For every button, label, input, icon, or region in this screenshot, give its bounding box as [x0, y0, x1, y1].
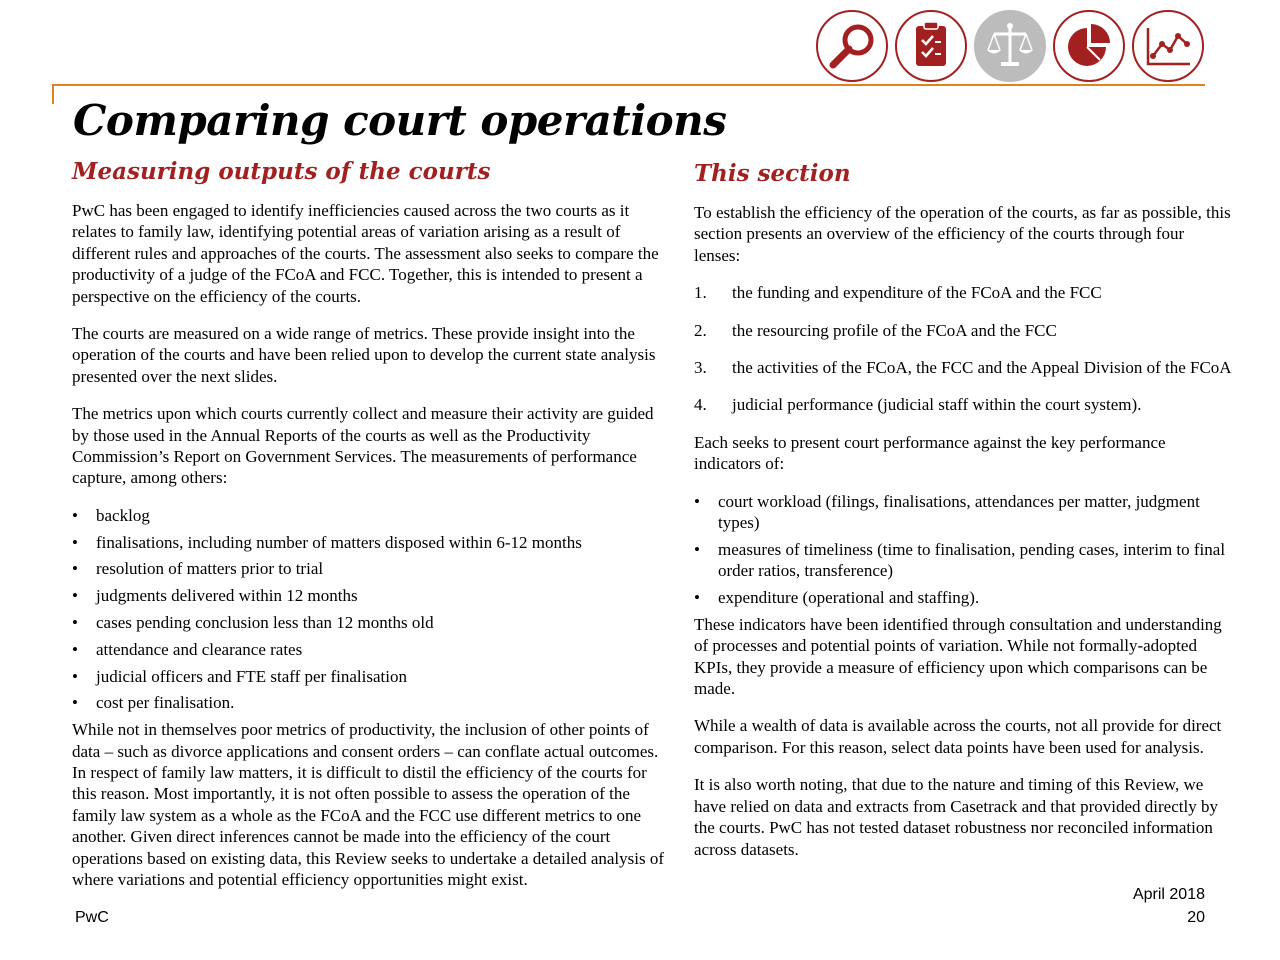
right-paragraph-5: It is also worth noting, that due to the nature and timing of this Review, we have relied on data and extracts from Casetrack and that provided directly by the courts. PwC has not tested dataset robustness nor reconciled information across datasets.	[694, 775, 1218, 859]
list-item: • judicial officers and FTE staff per finalisation	[72, 666, 672, 687]
list-item: • expenditure (operational and staffing).	[694, 587, 1234, 608]
left-paragraph-2: The courts are measured on a wide range of metrics. These provide insight into the operation of the courts and have been relied upon to develop the current state analysis presented over the next slides.	[72, 324, 656, 386]
header-rule-corner	[52, 84, 54, 104]
right-heading: This section	[694, 160, 851, 187]
list-item: • backlog	[72, 505, 672, 526]
list-item: • resolution of matters prior to trial	[72, 558, 672, 579]
right-paragraph-1: To establish the efficiency of the operation of the courts, as far as possible, this section presents an overview of the efficiency of the courts through four lenses:	[694, 203, 1231, 265]
left-paragraph-1: PwC has been engaged to identify inefficiencies caused across the two courts as it relates to family law, identifying potential areas of variation arising as a result of different rules and approaches of the courts. The assessment also seeks to compare the productivity of a judge of the FCoA and FCC. Together, this is intended to present a perspective on the efficiency of the courts.	[72, 201, 659, 306]
left-column	[72, 158, 672, 907]
list-item: • judgments delivered within 12 months	[72, 585, 672, 606]
list-item	[694, 357, 1234, 378]
list-item: • attendance and clearance rates	[72, 639, 672, 660]
page-number: 20	[1187, 909, 1205, 926]
left-paragraph-4: While not in themselves poor metrics of productivity, the inclusion of other points of data – such as divorce applications and consent orders – can conflate actual outcomes. In respect of family law matters, it is difficult to distil the efficiency of the courts for this reason. Most importantly, it is not often possible to assess the operation of the family law system as a whole as the FCoA and the FCC use different metrics to one another. Given direct inferences cannot be made into the efficiency of the court operations based on existing data, this Review seeks to undertake a detailed analysis of where variations and potential efficiency opportunities might exist.	[72, 720, 665, 890]
list-item	[694, 282, 1234, 303]
scales-of-justice-icon	[974, 10, 1046, 82]
metrics-list	[72, 505, 672, 714]
right-paragraph-2: Each seeks to present court performance against the key performance indicators of:	[694, 432, 1166, 474]
list-item: • finalisations, including number of matters disposed within 6-12 months	[72, 532, 672, 553]
list-number: 4.	[694, 395, 707, 415]
kpi-list	[694, 491, 1234, 609]
right-column	[694, 160, 1234, 876]
list-text: judicial performance (judicial staff within the court system).	[732, 395, 1142, 415]
list-item: • measures of timeliness (time to finalisation, pending cases, interim to final order ratios, transference)	[694, 539, 1234, 582]
list-text: the activities of the FCoA, the FCC and the Appeal Division of the FCoA	[732, 358, 1232, 378]
list-item	[694, 394, 1234, 415]
footer-brand: PwC	[75, 909, 109, 926]
clipboard-checklist-icon	[895, 10, 967, 82]
line-chart-icon	[1132, 10, 1204, 82]
list-item: • court workload (filings, finalisations, attendances per matter, judgment types)	[694, 491, 1234, 534]
section-icon-bar	[816, 10, 1208, 86]
list-number: 1.	[694, 283, 707, 303]
list-item	[694, 320, 1234, 341]
list-number: 2.	[694, 320, 707, 340]
header-rule	[52, 84, 1205, 86]
left-paragraph-3: The metrics upon which courts currently collect and measure their activity are guided by those used in the Annual Reports of the courts as well as the Productivity Commission’s Report on Government Services. The measurements of performance capture, among others:	[72, 404, 654, 488]
magnifier-icon	[816, 10, 888, 82]
list-number: 3.	[694, 358, 707, 378]
left-heading: Measuring outputs of the courts	[72, 158, 491, 185]
footer-date: April 2018	[1132, 886, 1205, 903]
pie-chart-icon	[1053, 10, 1125, 82]
lenses-list	[694, 282, 1234, 416]
list-item: • cases pending conclusion less than 12 months old	[72, 612, 672, 633]
right-paragraph-4: While a wealth of data is available across the courts, not all provide for direct comparison. For this reason, select data points have been used for analysis.	[694, 716, 1222, 757]
page-title: Comparing court operations	[73, 96, 727, 145]
list-text: the funding and expenditure of the FCoA and the FCC	[732, 283, 1102, 303]
list-text: the resourcing profile of the FCoA and the FCC	[732, 320, 1057, 340]
right-paragraph-3: These indicators have been identified through consultation and understanding of processes and potential points of variation. While not formally-adopted KPIs, they provide a measure of efficiency upon which comparisons can be made.	[694, 614, 1222, 699]
list-item: • cost per finalisation.	[72, 692, 672, 713]
